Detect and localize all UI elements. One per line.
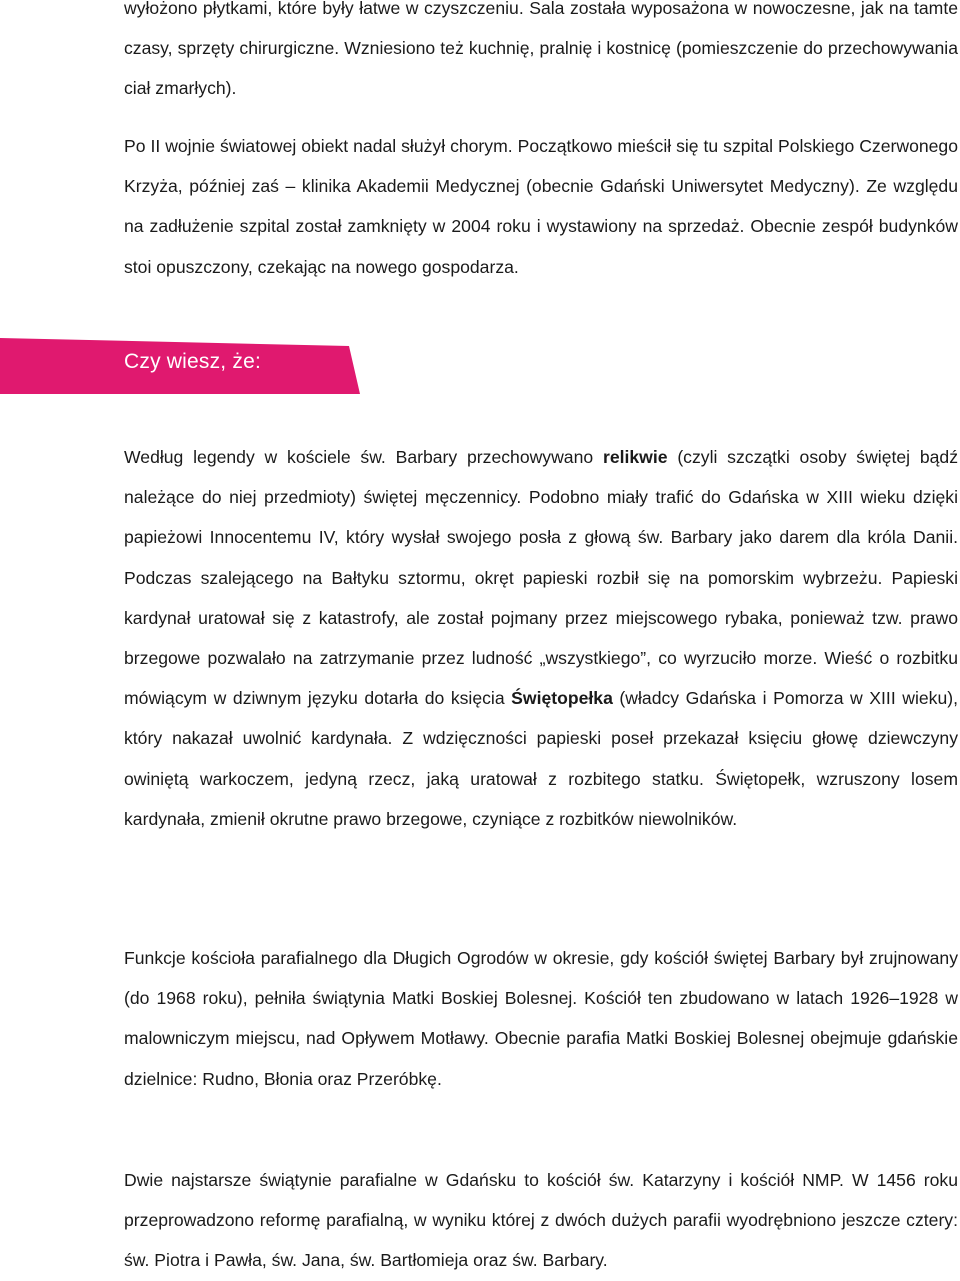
paragraph-hospital-equipment: wyłożono płytkami, które były łatwe w czyszczeniu. Sala została wyposażona w nowoczesne, jak na tamte czasy, sprzęty chirurgiczne. Wzniesiono też kuchnię, pralnię i kostnicę (pomieszczenie do przechowywania ciał zmarłych). <box>124 0 958 99</box>
legend-text-2: (czyli szczątki osoby świętej bądź należące do niej przedmioty) świętej męczennicy. Podobno miały trafić do Gdańska w XIII wieku dzięki papieżowi Innocentemu IV, który wysłał swojego posła z głową św. Barbary jako darem dla króla Danii. Podczas szalejącego na Bałtyku sztormu, okręt papieski rozbił się na pomorskim wybrzeżu. Papieski kardynał uratował się z katastrofy, ale został pojmany przez miejscowego rybaka, ponieważ tzw. prawo brzegowe pozwalało na zatrzymanie przez ludność „wszystkiego”, co wyrzuciło morze. Wieść o rozbitku mówiącym w dziwnym języku dotarła do księcia <box>124 447 959 709</box>
legend-name-swietopelk: Świętopełka <box>511 688 613 709</box>
did-you-know-title: Czy wiesz, że: <box>124 350 261 373</box>
legend-text-3: (władcy Gdańska i Pomorza w XIII wieku), który nakazał uwolnić kardynała. Z wdzięczności papieski poseł przekazał księciu głowę dziewczyny owiniętą warkoczem, jedyną rzecz, jaką uratował z rozbitego statku. Świętopełk, wzruszony losem kardynała, zmienił okrutne prawo brzegowe, czyniące z rozbitków niewolników. <box>124 688 958 829</box>
paragraph-oldest-churches: Dwie najstarsze świątynie parafialne w Gdańsku to kościół św. Katarzyny i kościół NMP. W 1456 roku przeprowadzono reformę parafialną, w wyniku której z dwóch dużych parafii wyodrębniono jeszcze cztery: św. Piotra i Pawła, św. Jana, św. Bartłomieja oraz św. Barbary. <box>124 1170 958 1271</box>
paragraph-parish-church: Funkcje kościoła parafialnego dla Długich Ogrodów w okresie, gdy kościół świętej Barbary był zrujnowany (do 1968 roku), pełniła świątynia Matki Boskiej Bolesnej. Kościół ten zbudowano w latach 1926–1928 w malowniczym miejscu, nad Opływem Motławy. Obecnie parafia Matki Boskiej Bolesnej obejmuje gdańskie dzielnice: Rudno, Błonia oraz Przeróbkę. <box>124 948 958 1089</box>
legend-term-relics: relikwie <box>602 447 668 467</box>
paragraph-legend-relics <box>124 437 958 839</box>
legend-text-1: Według legendy w kościele św. Barbary przechowywano <box>124 447 603 467</box>
paragraph-post-war-history: Po II wojnie światowej obiekt nadal służył chorym. Początkowo mieścił się tu szpital Polskiego Czerwonego Krzyża, później zaś – klinika Akademii Medycznej (obecnie Gdański Uniwersytet Medyczny). Ze względu na zadłużenie szpital został zamknięty w 2004 roku i wystawiony na sprzedaż. Obecnie zespół budynków stoi opuszczony, czekając na nowego gospodarza. <box>124 136 958 277</box>
